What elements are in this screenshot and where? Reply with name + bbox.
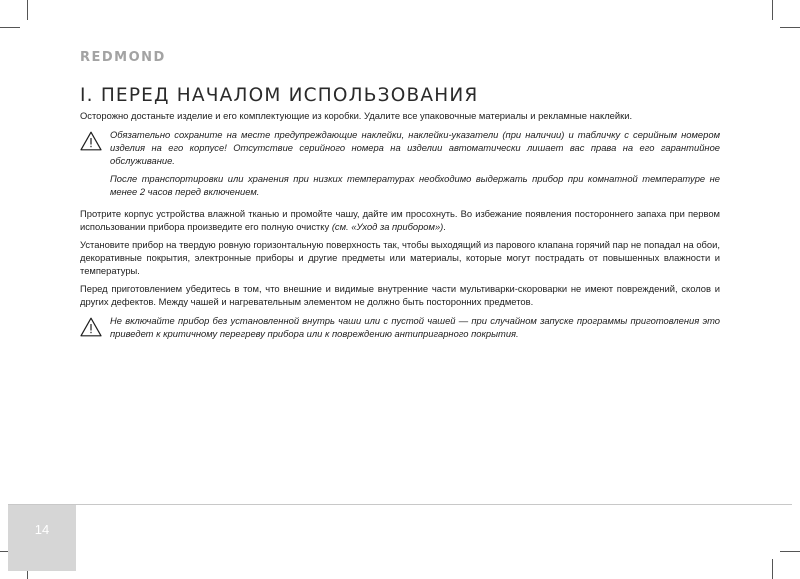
warning-block-2 xyxy=(80,314,720,340)
warning-1-text-2: После транспортировки или хранения при низких температурах необходимо выдержать прибор при комнатной температуре не менее 2 часов перед включением. xyxy=(110,173,720,197)
crop-mark xyxy=(772,559,773,579)
warning-block-1 xyxy=(80,128,720,198)
crop-mark xyxy=(780,551,800,552)
care-reference: (см. «Уход за прибором») xyxy=(331,221,444,232)
crop-mark xyxy=(772,0,773,20)
warning-triangle-icon xyxy=(80,317,102,337)
page-number-box xyxy=(8,505,76,571)
body-paragraph-1 xyxy=(80,207,720,233)
warning-2-text: Не включайте прибор без установленной внутрь чаши или с пустой чашей — при случайном запуске программы приготовления это приведет к критичному перегреву прибора или к повреждению антипригарного покрытия. xyxy=(110,315,720,339)
body-paragraph-3: Перед приготовлением убедитесь в том, что внешние и видимые внутренние части мультиварки-скороварки не имеют повреждений, сколов и других дефектов. Между чашей и нагревательным элементом не должно быть посторонних предметов. xyxy=(80,283,720,307)
brand-logo: REDMOND xyxy=(80,50,166,65)
warning-triangle-icon xyxy=(80,131,102,151)
section-title: I. ПЕРЕД НАЧАЛОМ ИСПОЛЬЗОВАНИЯ xyxy=(80,85,479,106)
body-paragraph-1-end: . xyxy=(443,221,446,232)
body-paragraph-1-text: Протрите корпус устройства влажной тканью и промойте чашу, дайте им просохнуть. Во избежание появления постороннего запаха при первом использовании прибора произведите его полную очистку xyxy=(80,208,720,232)
warning-1-text-1: Обязательно сохраните на месте предупреждающие наклейки, наклейки-указатели (при наличии) и табличку с серийным номером изделия на его корпусе! Отсутствие серийного номера на изделии автоматически лишает вас права на его гарантийное обслуживание. xyxy=(110,129,720,166)
footer-divider xyxy=(8,504,792,505)
body-paragraph-2: Установите прибор на твердую ровную горизонтальную поверхность так, чтобы выходящий из парового клапана горячий пар не попадал на обои, декоративные покрытия, электронные приборы и другие предметы или материалы, которые могут пострадать от повышенных влажности и температуры. xyxy=(80,239,720,276)
page-content xyxy=(80,109,720,349)
crop-mark xyxy=(27,0,28,20)
page-number: 14 xyxy=(34,522,50,537)
crop-mark xyxy=(780,27,800,28)
crop-mark xyxy=(0,27,20,28)
intro-paragraph: Осторожно достаньте изделие и его комплектующие из коробки. Удалите все упаковочные материалы и рекламные наклейки. xyxy=(80,110,633,121)
